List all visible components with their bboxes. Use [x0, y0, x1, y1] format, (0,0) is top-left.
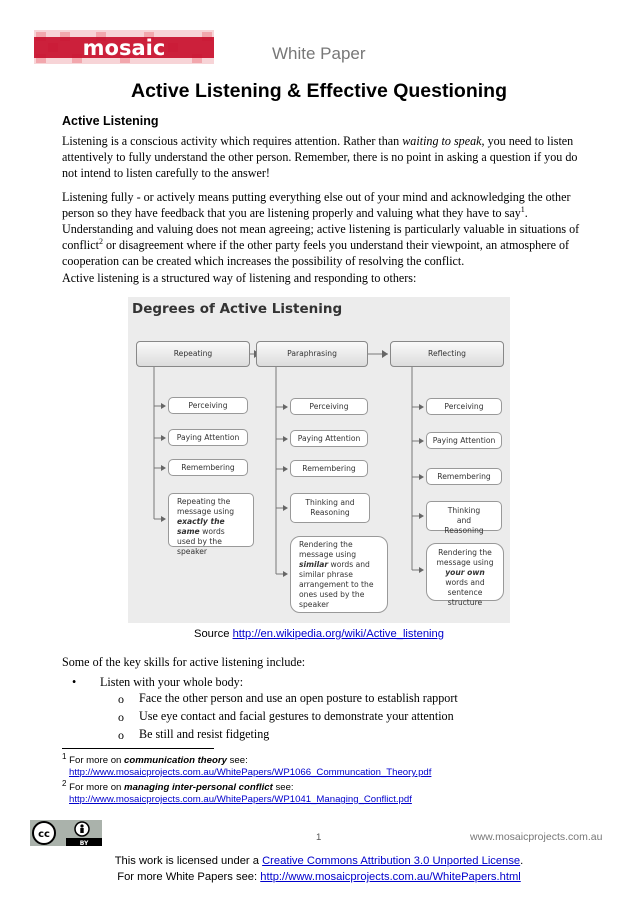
sub-bullet-marker: o [118, 692, 124, 706]
footnote-1-link[interactable]: http://www.mosaicprojects.com.au/WhitePapers/WP1066_Communcation_Theory.pdf [69, 767, 432, 778]
repeating-paying-attention: Paying Attention [168, 429, 248, 446]
footnote-2-link[interactable]: http://www.mosaicprojects.com.au/WhitePapers/WP1041_Managing_Conflict.pdf [69, 794, 412, 805]
reflecting-remembering: Remembering [426, 468, 502, 485]
paraphrasing-paying-attention: Paying Attention [290, 430, 368, 447]
repeating-description: Repeating the message using exactly the same words used by the speaker [168, 493, 254, 547]
paraphrasing-heading: Paraphrasing [256, 341, 368, 367]
footnote-divider [62, 748, 214, 749]
section-heading: Active Listening [62, 114, 159, 128]
repeating-perceiving: Perceiving [168, 397, 248, 414]
creative-commons-badge[interactable] [30, 820, 102, 846]
repeating-heading: Repeating [136, 341, 250, 367]
reflecting-heading: Reflecting [390, 341, 504, 367]
page-number: 1 [316, 832, 322, 843]
skills-intro: Some of the key skills for active listening include: [62, 655, 306, 669]
reflecting-description: Rendering the message using your own words and sentence structure [426, 543, 504, 601]
license-notice: This work is licensed under a Creative Commons Attribution 3.0 Unported License. [114, 855, 524, 867]
more-papers-link[interactable]: http://www.mosaicprojects.com.au/WhitePapers.html [260, 871, 521, 883]
reflecting-thinking-reasoning: Thinking and Reasoning [426, 501, 502, 531]
bullet-marker: • [72, 675, 77, 689]
degrees-of-active-listening-diagram [128, 297, 510, 623]
bullet-item: Listen with your whole body: [100, 675, 244, 689]
license-link[interactable]: Creative Commons Attribution 3.0 Unported License [262, 855, 521, 867]
mosaic-logo [34, 30, 214, 64]
paragraph-3: Active listening is a structured way of listening and responding to others: [62, 271, 417, 285]
paraphrasing-thinking-reasoning: Thinking and Reasoning [290, 493, 370, 523]
reflecting-paying-attention: Paying Attention [426, 432, 502, 449]
paragraph-2: Listening fully - or actively means putting everything else out of your mind and acknowledging the other person so they have feedback that you are listening properly and valuing what they have to say$^1$. Understanding and valuing does not mean agreeing; active listening is particularly valuable in situations of conflict$^2$ or disagreement where if the other party feels you understand their viewpoint, an atmosphere of cooperation can be created which increases the possibility of resolving the conflict. [62, 190, 580, 268]
paraphrasing-remembering: Remembering [290, 460, 368, 477]
repeating-remembering: Remembering [168, 459, 248, 476]
sub-bullet-item: Use eye contact and facial gestures to demonstrate your attention [139, 709, 454, 723]
footnote-ref-2[interactable]: 2 [98, 236, 103, 246]
more-papers-notice: For more White Papers see: http://www.mosaicprojects.com.au/WhitePapers.html [117, 871, 521, 883]
footer-site: www.mosaicprojects.com.au [470, 831, 603, 843]
page-title: Active Listening & Effective Questioning [131, 80, 507, 102]
document-type-label: White Paper [272, 44, 366, 63]
reflecting-perceiving: Perceiving [426, 398, 502, 415]
sub-bullet-item: Be still and resist fidgeting [139, 727, 270, 741]
paragraph-1: Listening is a conscious activity which requires attention. Rather than waiting to speak, you need to listen attentively to fully understand the other person. Remember, there is no point in asking a question if you do not intend to listen carefully to the answer! [62, 134, 578, 180]
footnote-ref-1[interactable]: 1 [520, 204, 525, 214]
figure-source: Source http://en.wikipedia.org/wiki/Active_listening [194, 628, 444, 640]
logo-text: mosaic [82, 36, 166, 60]
sub-bullet-marker: o [118, 710, 124, 724]
sub-bullet-item: Face the other person and use an open posture to establish rapport [139, 691, 458, 705]
source-link[interactable]: http://en.wikipedia.org/wiki/Active_listening [232, 628, 444, 640]
diagram-title: Degrees of Active Listening [132, 301, 343, 317]
paraphrasing-perceiving: Perceiving [290, 398, 368, 415]
cc-icon: cc [38, 829, 50, 840]
paraphrasing-description: Rendering the message using similar words and similar phrase arrangement to the ones used by the speaker [290, 536, 388, 613]
cc-by-icon: BY [79, 840, 89, 846]
footnote-2: $^2$ For more on managing inter-personal conflict see: [62, 778, 294, 793]
footnote-1: $^1$ For more on communication theory see: [62, 751, 248, 766]
sub-bullet-marker: o [118, 728, 124, 742]
